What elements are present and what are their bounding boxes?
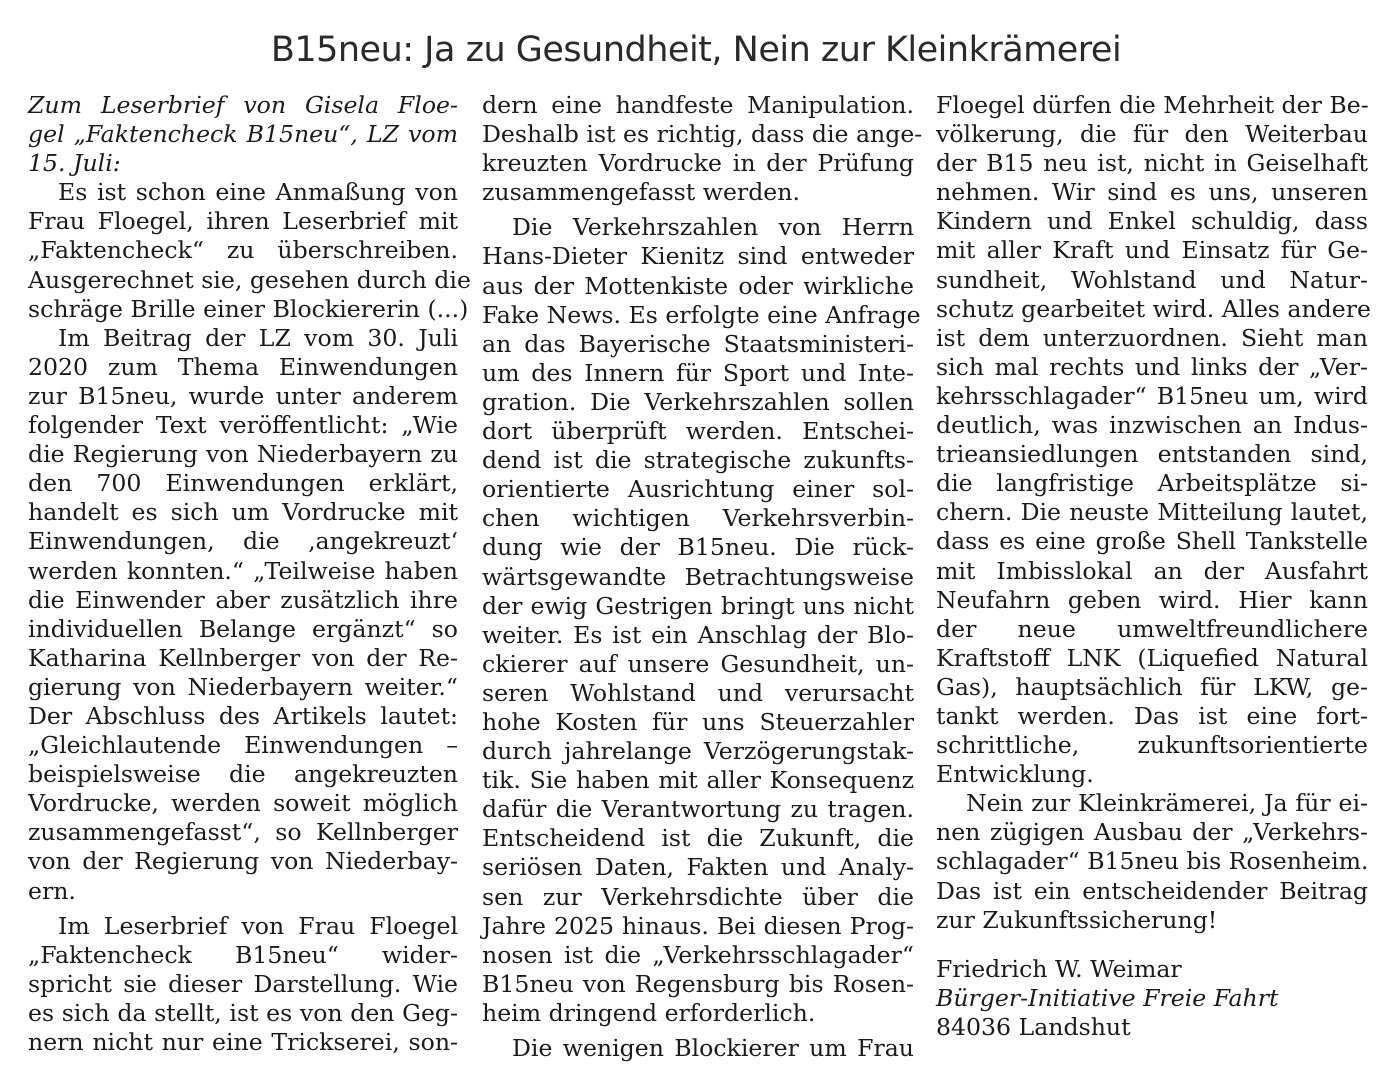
text-line: Entwicklung. — [936, 760, 1094, 789]
text-line: Im Leserbrief von Frau Floegel — [58, 911, 458, 940]
text-line: dass es eine große Shell Tankstelle — [936, 527, 1368, 556]
text-line: Vordrucke, werden soweit möglich — [28, 789, 458, 818]
text-line: Frau Floegel, ihren Leserbrief mit — [28, 207, 458, 236]
text-line: ckierer auf unsere Gesundheit, un- — [482, 649, 914, 678]
text-line: gierung von Niederbayern weiter.“ — [28, 672, 458, 701]
text-line: die langfristige Arbeitsplätze si- — [936, 469, 1368, 498]
text-line: kreuzten Vordrucke in der Prüfung — [482, 149, 914, 178]
text-line: nern nicht nur eine Trickserei, son- — [28, 1028, 458, 1056]
text-line: Entscheidend ist die Zukunft, die — [482, 824, 914, 853]
author-city: 84036 Landshut — [936, 1012, 1131, 1041]
text-line: dafür die Verantwortung zu tragen. — [482, 795, 914, 824]
text-line: den 700 Einwendungen erklärt, — [28, 469, 458, 498]
text-line: dern eine handfeste Manipulation. — [482, 91, 914, 119]
text-line: seriösen Daten, Fakten und Analy- — [482, 853, 914, 882]
text-line: Kraftstoff LNK (Liquefied Natural — [936, 643, 1368, 672]
paragraph — [28, 324, 458, 906]
text-line: von der Regierung von Niederbay- — [28, 847, 458, 876]
text-line: chern. Die neuste Mitteilung lautet, — [936, 498, 1368, 527]
text-line: sen zur Verkehrsdichte über die — [482, 882, 914, 911]
text-line: schräge Brille einer Blockiererin (...) — [28, 294, 469, 323]
text-line: Die wenigen Blockierer um Frau — [512, 1034, 914, 1062]
text-line: wärtsgewandte Betrachtungsweise — [482, 562, 914, 591]
text-line: gel „Faktencheck B15neu“, LZ vom — [28, 120, 458, 149]
text-line: nen zügigen Ausbau der „Verkehrs- — [936, 818, 1368, 847]
text-line: beispielsweise die angekreuzten — [28, 760, 458, 789]
text-line: zur B15neu, wurde unter anderem — [28, 381, 458, 410]
text-line: schlagader“ B15neu bis Rosenheim. — [936, 847, 1369, 876]
intro-paragraph — [28, 91, 458, 178]
text-line: Zum Leserbrief von Gisela Floe- — [28, 91, 458, 119]
text-line: gration. Die Verkehrszahlen sollen — [482, 387, 914, 416]
text-line: Nein zur Kleinkrämerei, Ja für ei- — [966, 789, 1368, 818]
text-line: B15neu von Regensburg bis Rosen- — [482, 969, 914, 998]
column-3 — [936, 91, 1371, 1042]
signature-block — [936, 955, 1368, 1042]
text-line: Der Abschluss des Artikels lautet: — [28, 701, 458, 730]
text-line: durch jahrelange Verzögerungstak- — [482, 737, 914, 766]
text-line: völkerung, die für den Weiterbau — [936, 120, 1368, 149]
text-line: seren Wohlstand und verursacht — [482, 678, 914, 707]
text-line: mit Imbisslokal an der Ausfahrt — [936, 556, 1368, 585]
text-line: die Regierung von Niederbayern zu — [28, 440, 458, 469]
text-line: Das ist ein entscheidender Beitrag — [936, 876, 1368, 905]
text-line: schutz gearbeitet wird. Alles andere — [936, 294, 1371, 323]
text-line: weiter. Es ist ein Anschlag der Blo- — [482, 620, 914, 649]
text-line: Neufahrn geben wird. Hier kann — [936, 585, 1368, 614]
text-line: dend ist die strategische zukunfts- — [482, 446, 914, 475]
text-line: Kindern und Enkel schuldig, dass — [936, 207, 1368, 236]
text-line: Die Verkehrszahlen von Herrn — [512, 213, 914, 242]
text-line: Ausgerechnet sie, gesehen durch die — [28, 265, 471, 294]
text-line: orientierte Ausrichtung einer sol- — [482, 475, 914, 504]
paragraph — [482, 1034, 914, 1063]
text-line: um des Innern für Sport und Inte- — [482, 358, 914, 387]
author-organization: Bürger-Initiative Freie Fahrt — [936, 983, 1279, 1012]
column-1 — [28, 91, 471, 1057]
text-line: ern. — [28, 876, 76, 905]
text-line: tankt werden. Das ist eine fort- — [936, 701, 1368, 730]
text-line: Floegel dürfen die Mehrheit der Be- — [936, 91, 1369, 119]
text-line: Hans-Dieter Kienitz sind entweder — [482, 242, 914, 271]
signature-gap — [936, 935, 1368, 955]
text-line: schrittliche, zukunftsorientierte — [936, 731, 1368, 760]
text-line: 2020 zum Thema Einwendungen — [28, 352, 458, 381]
text-line: der B15 neu ist, nicht in Geiselhaft — [936, 149, 1368, 178]
text-line: ist dem unterzuordnen. Sieht man — [936, 323, 1368, 352]
text-line: individuellen Belange ergänzt“ so — [28, 614, 458, 643]
text-line: spricht sie dieser Darstellung. Wie — [28, 969, 458, 998]
text-line: Einwendungen, die ‚angekreuzt‘ — [28, 527, 458, 556]
text-line: handelt es sich um Vordrucke mit — [28, 498, 458, 527]
text-line: folgender Text veröffentlicht: „Wie — [28, 411, 458, 440]
text-line: deutlich, was inzwischen an Indus- — [936, 411, 1368, 440]
text-line: sundheit, Wohlstand und Natur- — [936, 265, 1368, 294]
paragraph — [936, 91, 1371, 789]
text-line: Jahre 2025 hinaus. Bei diesen Prog- — [482, 911, 914, 940]
text-line: dort überprüft werden. Entschei- — [482, 417, 914, 446]
text-line: Gas), hauptsächlich für LKW, ge- — [936, 672, 1368, 701]
text-line: Katharina Kellnberger von der Re- — [28, 643, 458, 672]
paragraph — [28, 912, 458, 1057]
text-line: zusammengefasst“, so Kellnberger — [28, 818, 458, 847]
text-line: werden konnten.“ „Teilweise haben — [28, 556, 458, 585]
text-line: es sich da stellt, ist es von den Geg- — [28, 998, 458, 1027]
author-name: Friedrich W. Weimar — [936, 954, 1182, 983]
text-line: aus der Mottenkiste oder wirkliche — [482, 271, 914, 300]
text-line: der ewig Gestrigen bringt uns nicht — [482, 591, 914, 620]
text-line: der neue umweltfreundlichere — [936, 614, 1368, 643]
text-line: nosen ist die „Verkehrsschlagader“ — [482, 940, 914, 969]
text-line: „Gleichlautende Einwendungen – — [28, 731, 458, 760]
text-line: mit aller Kraft und Einsatz für Ge- — [936, 236, 1368, 265]
text-line: Im Beitrag der LZ vom 30. Juli — [58, 323, 458, 352]
paragraph — [28, 178, 471, 323]
text-line: trieansiedlungen entstanden sind, — [936, 440, 1368, 469]
text-line: die Einwender aber zusätzlich ihre — [28, 585, 458, 614]
text-line: chen wichtigen Verkehrsverbin- — [482, 504, 914, 533]
text-line: an das Bayerische Staatsministeri- — [482, 329, 914, 358]
column-2 — [482, 91, 923, 1063]
text-line: tik. Sie haben mit aller Konsequenz — [482, 766, 914, 795]
paragraph — [482, 213, 921, 1028]
text-line: Es ist schon eine Anmaßung von — [58, 178, 458, 207]
text-line: Fake News. Es erfolgte eine Anfrage — [482, 300, 921, 329]
text-line: kehrsschlagader“ B15neu um, wird — [936, 381, 1368, 410]
headline: B15neu: Ja zu Gesundheit, Nein zur Kleinkrämerei — [270, 30, 1122, 70]
text-line: zur Zukunftssicherung! — [936, 905, 1218, 934]
text-line: nehmen. Wir sind es uns, unseren — [936, 178, 1368, 207]
text-line: 15. Juli: — [28, 149, 121, 178]
text-line: hohe Kosten für uns Steuerzahler — [482, 707, 914, 736]
paragraph — [482, 91, 923, 207]
text-line: dung wie der B15neu. Die rück- — [482, 533, 914, 562]
paragraph — [936, 789, 1368, 934]
text-line: „Faktencheck“ zu überschreiben. — [28, 236, 458, 265]
text-line: „Faktencheck B15neu“ wider- — [28, 940, 458, 969]
text-line: zusammengefasst werden. — [482, 178, 800, 207]
text-line: heim dringend erforderlich. — [482, 998, 816, 1027]
text-line: Deshalb ist es richtig, dass die ange- — [482, 120, 923, 149]
text-line: sich mal rechts und links der „Ver- — [936, 352, 1368, 381]
